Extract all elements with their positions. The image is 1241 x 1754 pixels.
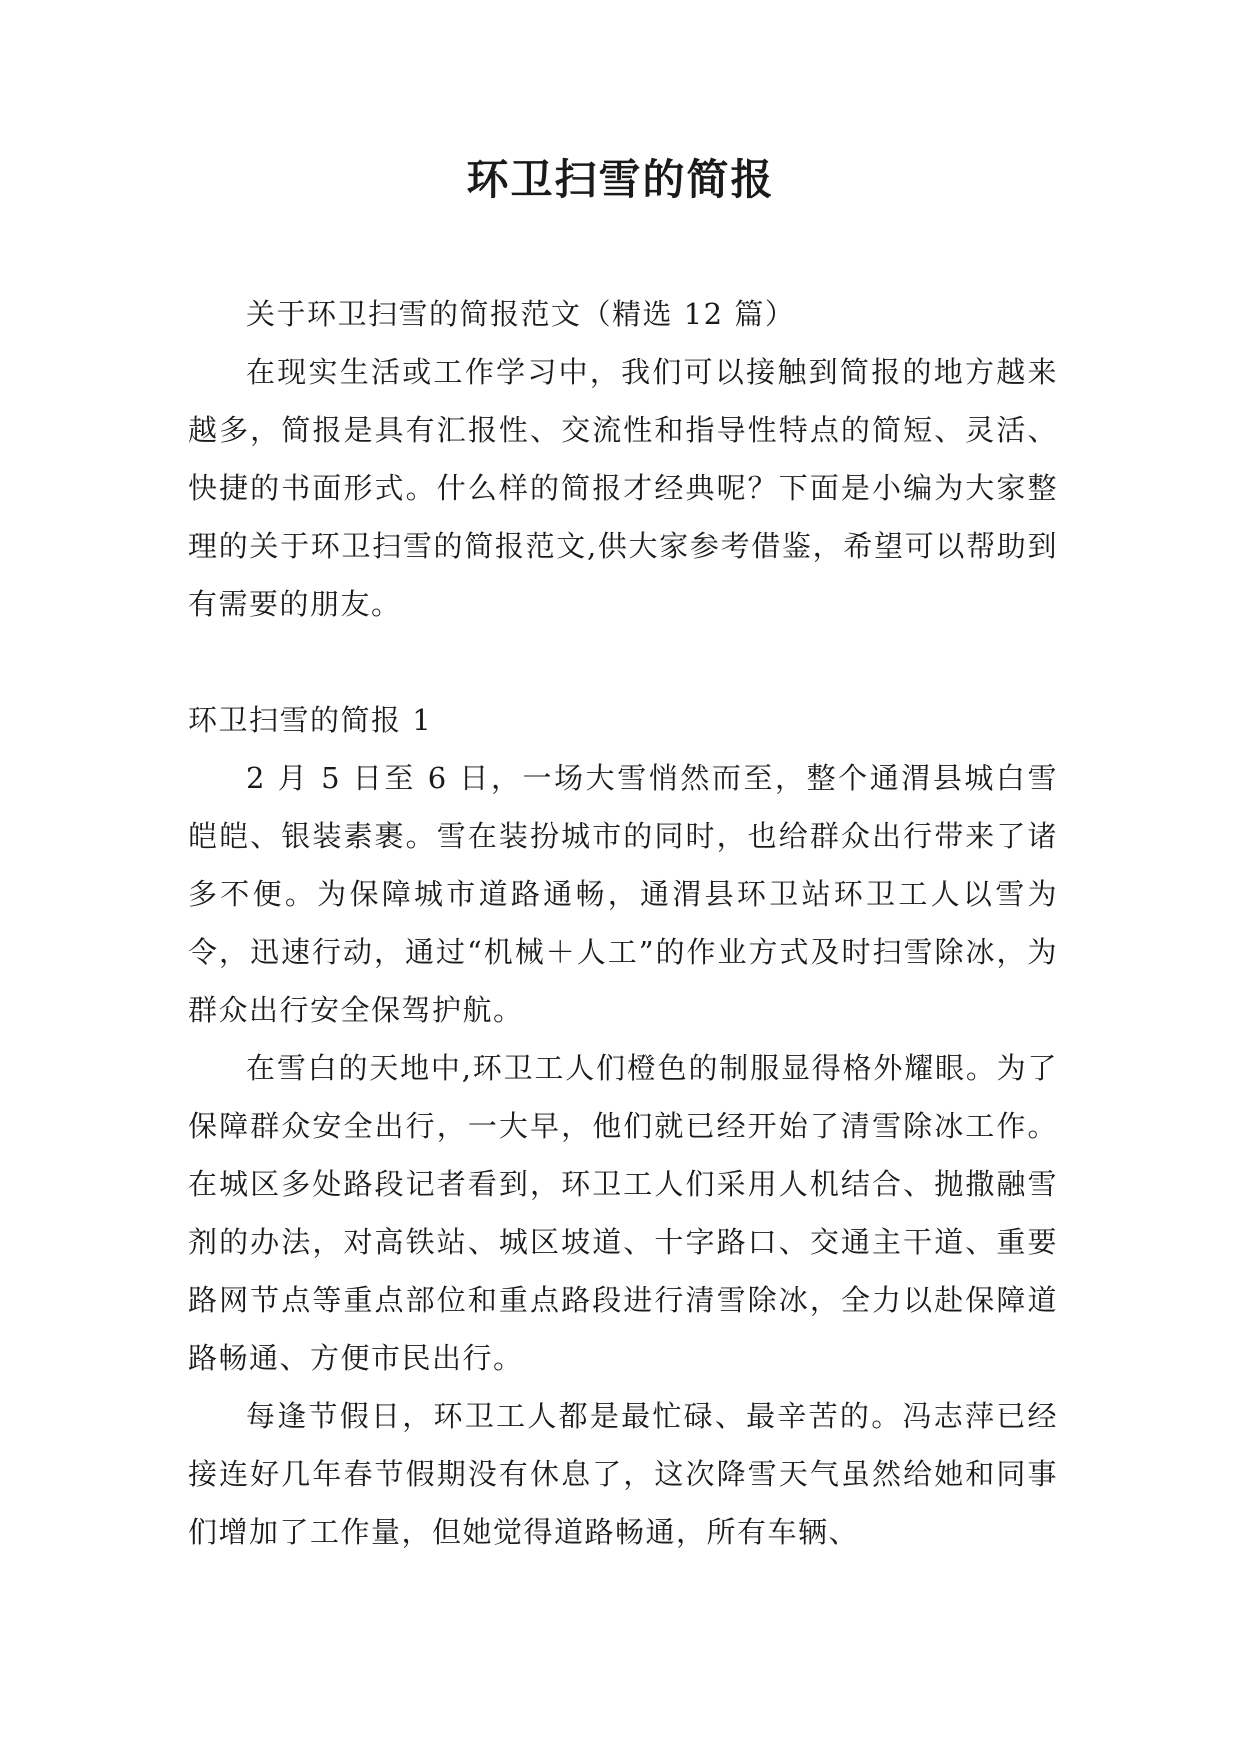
body-paragraph: 每逢节假日，环卫工人都是最忙碌、最辛苦的。冯志萍已经接连好几年春节假期没有休息了，这次降雪天气虽然给她和同事们增加了工作量，但她觉得道路畅通，所有车辆、: [188, 1399, 1058, 1549]
body-paragraph: 在雪白的天地中,环卫工人们橙色的制服显得格外耀眼。为了保障群众安全出行，一大早，他们就已经开始了清雪除冰工作。在城区多处路段记者看到，环卫工人们采用人机结合、抛撒融雪剂的办法，对高铁站、城区坡道、十字路口、交通主干道、重要路网节点等重点部位和重点路段进行清雪除冰，全力以赴保障道路畅通、方便市民出行。: [188, 1051, 1058, 1375]
document-body: [188, 285, 1058, 1561]
document-title: 环卫扫雪的简报: [466, 155, 775, 204]
body-paragraph: 2 月 5 日至 6 日，一场大雪悄然而至，整个通渭县城白雪皑皑、银装素裹。雪在装扮城市的同时，也给群众出行带来了诸多不便。为保障城市道路通畅，通渭县环卫站环卫工人以雪为令，迅速行动，通过“机械＋人工”的作业方式及时扫雪除冰，为群众出行安全保驾护航。: [188, 761, 1058, 1027]
intro-paragraph: 在现实生活或工作学习中，我们可以接触到简报的地方越来越多，简报是具有汇报性、交流性和指导性特点的简短、灵活、快捷的书面形式。什么样的简报才经典呢？下面是小编为大家整理的关于环卫扫雪的简报范文,供大家参考借鉴，希望可以帮助到有需要的朋友。: [188, 355, 1058, 621]
section-spacer: [188, 633, 1058, 691]
section-heading: 环卫扫雪的简报 1: [188, 703, 433, 737]
document-subtitle: 关于环卫扫雪的简报范文（精选 12 篇）: [246, 297, 796, 331]
